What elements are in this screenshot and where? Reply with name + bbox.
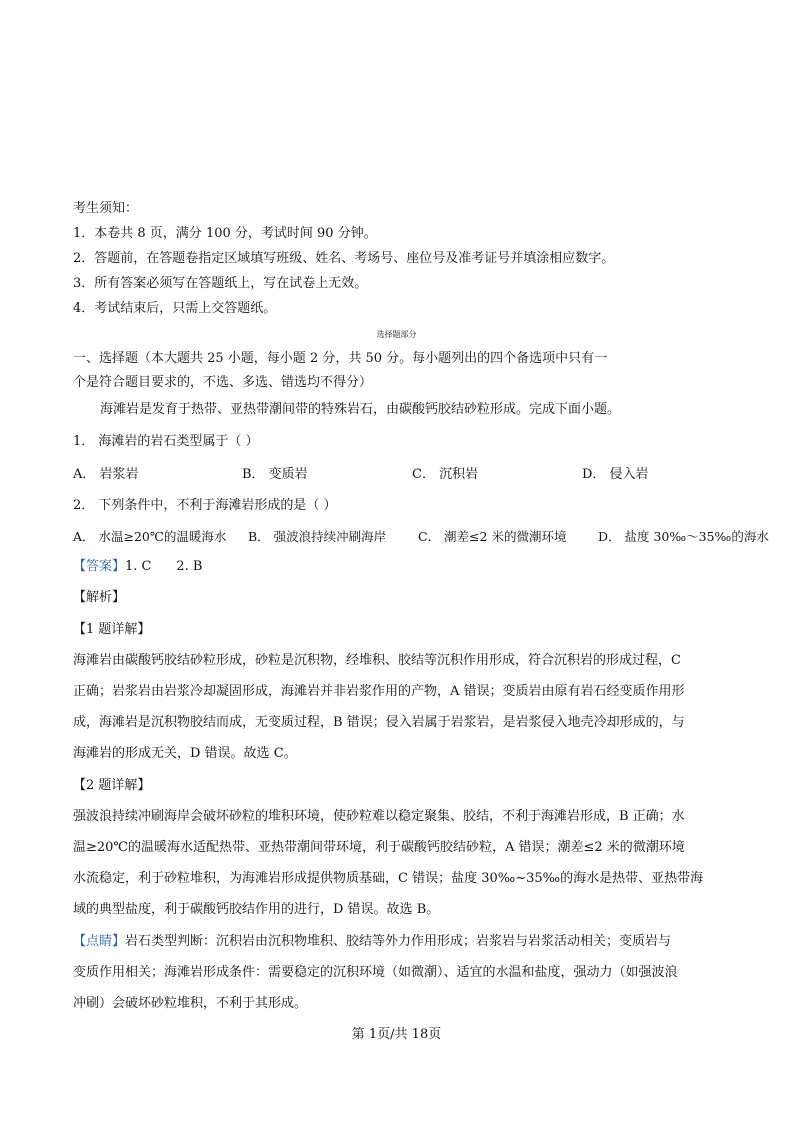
answer-label: 【答案】 — [73, 559, 126, 574]
section-intro-line: 一、选择题（本大题共 25 小题，每小题 2 分，共 50 分。每小题列出的四个备选项中只有一 — [73, 351, 608, 366]
tip-label: 【点睛】 — [73, 934, 126, 949]
q2-option-b: B． 强波浪持续冲刷海岸 — [248, 529, 387, 544]
notice-item: 4．考试结束后，只需上交答题纸。 — [73, 301, 277, 316]
detail-1-line: 正确；岩浆岩由岩浆冷却凝固形成，海滩岩并非岩浆作用的产物，A 错误；变质岩由原有岩石经变质作用形 — [73, 684, 685, 699]
analysis-label: 【解析】 — [73, 590, 126, 605]
tip-line — [73, 933, 671, 951]
tip-text: 岩石类型判断：沉积岩由沉积物堆积、胶结等外力作用形成；岩浆岩与岩浆活动相关；变质岩与 — [125, 934, 672, 949]
tip-line: 变质作用相关；海滩岩形成条件：需要稳定的沉积环境（如微潮）、适宜的水温和盐度，强动力（如强波浪 — [73, 965, 678, 980]
section-intro-line: 个是符合题目要求的，不选、多选、错选均不得分） — [73, 375, 373, 390]
q1-option-a: A． 岩浆岩 — [73, 467, 139, 482]
detail-2-line: 温≥20℃的温暖海水适配热带、亚热带潮间带环境，利于碳酸钙胶结砂粒，A 错误；潮差≤2 米的微潮环境 — [73, 840, 685, 855]
detail-1-label: 【1 题详解】 — [73, 622, 151, 637]
detail-2-line: 域的典型盐度，利于碳酸钙胶结作用的进行，D 错误。故选 B。 — [73, 902, 440, 917]
detail-2-line: 强波浪持续冲刷海岸会破坏砂粒的堆积环境，使砂粒难以稳定聚集、胶结，不利于海滩岩形成，B 正确；水 — [73, 809, 685, 824]
notice-item: 3．所有答案必须写在答题纸上，写在试卷上无效。 — [73, 276, 368, 291]
q1-option-d: D． 侵入岩 — [582, 467, 649, 482]
detail-1-line: 成，海滩岩是沉积物胶结而成，无变质过程，B 错误；侵入岩属于岩浆岩，是岩浆侵入地壳冷却形成的，与 — [73, 715, 685, 730]
detail-2-line: 水流稳定，利于砂粒堆积，为海滩岩形成提供物质基础，C 错误；盐度 30‰~35‰的海水是热带、亚热带海 — [73, 871, 704, 886]
q1-option-c: C． 沉积岩 — [412, 467, 479, 482]
notice-title: 考生须知： — [73, 201, 139, 216]
notice-item: 2．答题前，在答题卷指定区域填写班级、姓名、考场号、座位号及准考证号并填涂相应数字。 — [73, 251, 615, 266]
detail-2-label: 【2 题详解】 — [73, 778, 151, 793]
question-1-text: 1． 海滩岩的岩石类型属于（ ） — [73, 434, 259, 449]
q1-option-b: B． 变质岩 — [242, 467, 308, 482]
page-footer: 第 1页/共 18页 — [351, 1027, 442, 1042]
section-title: 选择题部分 — [376, 330, 417, 339]
detail-1-line: 海滩岩由碳酸钙胶结砂粒形成，砂粒是沉积物，经堆积、胶结等沉积作用形成，符合沉积岩的形成过程，C — [73, 653, 681, 668]
question-2-text: 2． 下列条件中，不利于海滩岩形成的是（ ） — [73, 498, 337, 513]
tip-line: 冲刷）会破坏砂粒堆积，不利于其形成。 — [73, 996, 308, 1011]
q2-option-d: D． 盐度 30‰～35‰的海水 — [598, 529, 769, 544]
detail-1-line: 海滩岩的形成无关，D 错误。故选 C。 — [73, 746, 297, 761]
q2-option-c: C． 潮差≤2 米的微潮环境 — [418, 529, 567, 544]
answer-line — [73, 558, 202, 576]
q2-option-a: A． 水温≥20℃的温暖海水 — [73, 529, 227, 544]
question-stem: 海滩岩是发育于热带、亚热带潮间带的特殊岩石，由碳酸钙胶结砂粒形成。完成下面小题。 — [100, 402, 621, 417]
answer-text: 1. C 2. B — [125, 559, 203, 574]
notice-item: 1．本卷共 8 页，满分 100 分，考试时间 90 分钟。 — [73, 226, 377, 241]
